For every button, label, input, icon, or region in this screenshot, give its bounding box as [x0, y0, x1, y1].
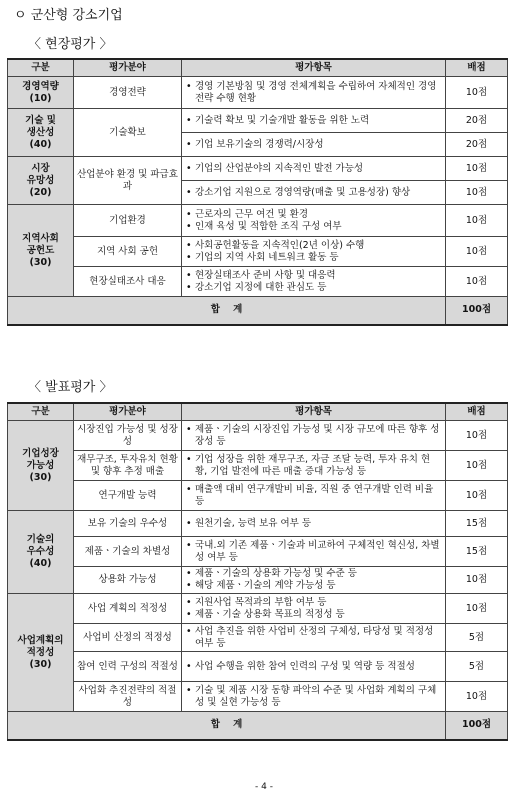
score-cell: 10점 — [446, 237, 508, 267]
list-item: • 기업 성장을 위한 재무구조, 자금 조달 능력, 투자 유치 현황, 기업 발전에 따른 매출 증대 가능성 등 — [185, 454, 442, 478]
category-label-line: (30) — [29, 471, 52, 483]
items-cell — [182, 451, 446, 481]
category-cell — [8, 511, 74, 594]
header-score: 배점 — [446, 403, 508, 421]
list-item: • 인재 육성 및 적합한 조직 구성 여부 — [185, 221, 442, 233]
category-label-line: (20) — [29, 186, 52, 198]
items-cell — [182, 567, 446, 594]
site-eval-heading: 〈 현장평가 〉 — [28, 37, 113, 52]
list-item: • 강소기업 지정에 대한 관심도 등 — [185, 282, 442, 294]
category-label-line: 우수성 — [26, 546, 55, 557]
area-cell: 사업비 산정의 적정성 — [74, 624, 182, 652]
category-label-line: 사업계획의 — [17, 634, 64, 646]
items-list — [185, 240, 442, 264]
list-item: • 기업의 산업분야의 지속적인 발전 가능성 — [185, 163, 442, 175]
table-row — [8, 205, 508, 237]
score-cell: 5점 — [446, 624, 508, 652]
list-item: • 강소기업 지원으로 경영역량(매출 및 고용성장) 향상 — [185, 187, 442, 199]
category-label-line: 생산성 — [26, 126, 55, 138]
category-cell — [8, 205, 74, 297]
header-area: 평가분야 — [74, 59, 182, 77]
items-list — [185, 685, 442, 709]
score-cell: 15점 — [446, 511, 508, 537]
items-cell — [182, 421, 446, 451]
list-item: • 현장실태조사 준비 사항 및 대응력 — [185, 270, 442, 282]
category-label-line: (10) — [29, 92, 52, 104]
table-row — [8, 594, 508, 624]
area-cell: 현장실태조사 대응 — [74, 267, 182, 297]
list-item: • 기술 및 제품 시장 동향 파악의 수준 및 사업화 계획의 구체성 및 실현 가능성 등 — [185, 685, 442, 709]
category-label-line: (30) — [29, 658, 52, 670]
list-item: • 제품ㆍ기술 상용화 목표의 적정성 등 — [185, 609, 442, 621]
header-items: 평가항목 — [182, 403, 446, 421]
items-list — [185, 209, 442, 233]
items-list — [185, 484, 442, 508]
category-cell — [8, 421, 74, 511]
items-cell — [182, 133, 446, 157]
items-cell — [182, 652, 446, 682]
items-list — [185, 626, 442, 650]
items-cell — [182, 267, 446, 297]
site-eval-table — [7, 58, 508, 326]
category-label-line: 시장 — [31, 162, 50, 174]
table-row — [8, 624, 508, 652]
total-score: 100점 — [446, 712, 508, 740]
category-label-line: 지역사회 — [22, 232, 59, 244]
section-title: ㅇ 군산형 강소기업 — [14, 8, 123, 23]
list-item: • 근로자의 근무 여건 및 환경 — [185, 209, 442, 221]
items-list — [185, 518, 442, 530]
area-cell: 상용화 가능성 — [74, 567, 182, 594]
category-label-line: (40) — [29, 558, 52, 569]
area-cell: 재무구조, 투자유치 현황 및 향후 추정 매출 — [74, 451, 182, 481]
score-cell: 10점 — [446, 481, 508, 511]
list-item: • 기술력 확보 및 기술개발 활동을 위한 노력 — [185, 115, 442, 127]
list-item: • 매출액 대비 연구개발비 비율, 직원 중 연구개발 인력 비율 등 — [185, 484, 442, 508]
total-label: 합 계 — [8, 297, 446, 325]
category-cell — [8, 77, 74, 109]
score-cell: 10점 — [446, 421, 508, 451]
score-cell: 20점 — [446, 133, 508, 157]
items-list — [185, 568, 442, 592]
items-cell — [182, 181, 446, 205]
area-cell: 사업 계획의 적정성 — [74, 594, 182, 624]
table-row — [8, 511, 508, 537]
table-row — [8, 77, 508, 109]
items-list — [185, 540, 442, 564]
table-row — [8, 267, 508, 297]
table-row — [8, 421, 508, 451]
list-item: • 기업의 지역 사회 네트워크 활동 등 — [185, 252, 442, 264]
items-cell — [182, 237, 446, 267]
presentation-eval-table — [7, 402, 508, 741]
total-score: 100점 — [446, 297, 508, 325]
items-cell — [182, 537, 446, 567]
list-item: • 국내․외 기존 제품ㆍ기술과 비교하여 구체적인 혁신성, 차별성 여부 등 — [185, 540, 442, 564]
total-row — [8, 297, 508, 325]
list-item: • 사업 추진을 위한 사업비 산정의 구체성, 타당성 및 적정성 여부 등 — [185, 626, 442, 650]
score-cell: 10점 — [446, 682, 508, 712]
score-cell: 20점 — [446, 109, 508, 133]
category-label-line: 가능성 — [26, 459, 55, 471]
category-label-line: 유망성 — [26, 174, 55, 186]
header-area: 평가분야 — [74, 403, 182, 421]
table-row — [8, 652, 508, 682]
items-list — [185, 424, 442, 448]
category-label-line: 적정성 — [26, 646, 55, 658]
items-list — [185, 270, 442, 294]
category-cell — [8, 109, 74, 157]
items-list — [185, 454, 442, 478]
table-row — [8, 237, 508, 267]
presentation-eval-heading: 〈 발표평가 〉 — [28, 380, 113, 395]
category-label-line: 기술 및 — [25, 114, 56, 126]
page-number: - 4 - — [255, 782, 273, 792]
header-items: 평가항목 — [182, 59, 446, 77]
total-row — [8, 712, 508, 740]
items-list — [185, 187, 442, 199]
items-list — [185, 597, 442, 621]
list-item: • 제품ㆍ기술의 상용화 가능성 및 수준 등 — [185, 568, 442, 580]
table-row — [8, 157, 508, 181]
items-list — [185, 661, 442, 673]
area-cell: 보유 기술의 우수성 — [74, 511, 182, 537]
table-row — [8, 567, 508, 594]
score-cell: 10점 — [446, 77, 508, 109]
area-cell: 시장진입 가능성 및 성장성 — [74, 421, 182, 451]
table-row — [8, 682, 508, 712]
score-cell: 10점 — [446, 181, 508, 205]
items-cell — [182, 511, 446, 537]
items-list — [185, 163, 442, 175]
score-cell: 10점 — [446, 157, 508, 181]
list-item: • 원천기술, 능력 보유 여부 등 — [185, 518, 442, 530]
table-header-row — [8, 59, 508, 77]
list-item: • 사회공헌활동을 지속적인(2년 이상) 수행 — [185, 240, 442, 252]
header-score: 배점 — [446, 59, 508, 77]
items-cell — [182, 594, 446, 624]
score-cell: 10점 — [446, 205, 508, 237]
area-cell: 기업환경 — [74, 205, 182, 237]
area-cell: 기술확보 — [74, 109, 182, 157]
items-list — [185, 81, 442, 105]
area-cell: 참여 인력 구성의 적절성 — [74, 652, 182, 682]
list-item: • 지원사업 목적과의 부합 여부 등 — [185, 597, 442, 609]
header-category: 구분 — [8, 403, 74, 421]
score-cell: 10점 — [446, 267, 508, 297]
area-cell: 제품ㆍ기술의 차별성 — [74, 537, 182, 567]
items-list — [185, 139, 442, 151]
category-label-line: 기업성장 — [22, 447, 59, 459]
items-cell — [182, 682, 446, 712]
score-cell: 5점 — [446, 652, 508, 682]
category-label-line: (30) — [29, 256, 52, 268]
area-cell: 경영전략 — [74, 77, 182, 109]
list-item: • 제품ㆍ기술의 시장진입 가능성 및 시장 규모에 따른 향후 성장성 등 — [185, 424, 442, 448]
category-label-line: 경영역량 — [22, 80, 59, 92]
items-cell — [182, 205, 446, 237]
score-cell: 10점 — [446, 451, 508, 481]
items-cell — [182, 624, 446, 652]
items-cell — [182, 77, 446, 109]
score-cell: 10점 — [446, 594, 508, 624]
category-label-line: (40) — [29, 138, 52, 150]
header-category: 구분 — [8, 59, 74, 77]
list-item: • 해당 제품ㆍ기술의 계약 가능성 등 — [185, 580, 442, 592]
items-cell — [182, 109, 446, 133]
table-row — [8, 481, 508, 511]
area-cell: 지역 사회 공헌 — [74, 237, 182, 267]
category-cell — [8, 594, 74, 712]
total-label: 합 계 — [8, 712, 446, 740]
items-list — [185, 115, 442, 127]
area-cell: 사업화 추진전략의 적절성 — [74, 682, 182, 712]
table-header-row — [8, 403, 508, 421]
table-row — [8, 109, 508, 133]
category-cell — [8, 157, 74, 205]
list-item: • 기업 보유기술의 경쟁력/시장성 — [185, 139, 442, 151]
list-item: • 경영 기본방침 및 경영 전체계획을 수립하여 자체적인 경영전략 수행 현황 — [185, 81, 442, 105]
category-label-line: 공헌도 — [26, 244, 55, 256]
table-row — [8, 451, 508, 481]
score-cell: 10점 — [446, 567, 508, 594]
items-cell — [182, 481, 446, 511]
area-cell: 연구개발 능력 — [74, 481, 182, 511]
items-cell — [182, 157, 446, 181]
area-cell: 산업분야 환경 및 파급효과 — [74, 157, 182, 205]
score-cell: 15점 — [446, 537, 508, 567]
table-row — [8, 537, 508, 567]
list-item: • 사업 수행을 위한 참여 인력의 구성 및 역량 등 적절성 — [185, 661, 442, 673]
category-label-line: 기술의 — [26, 534, 55, 545]
